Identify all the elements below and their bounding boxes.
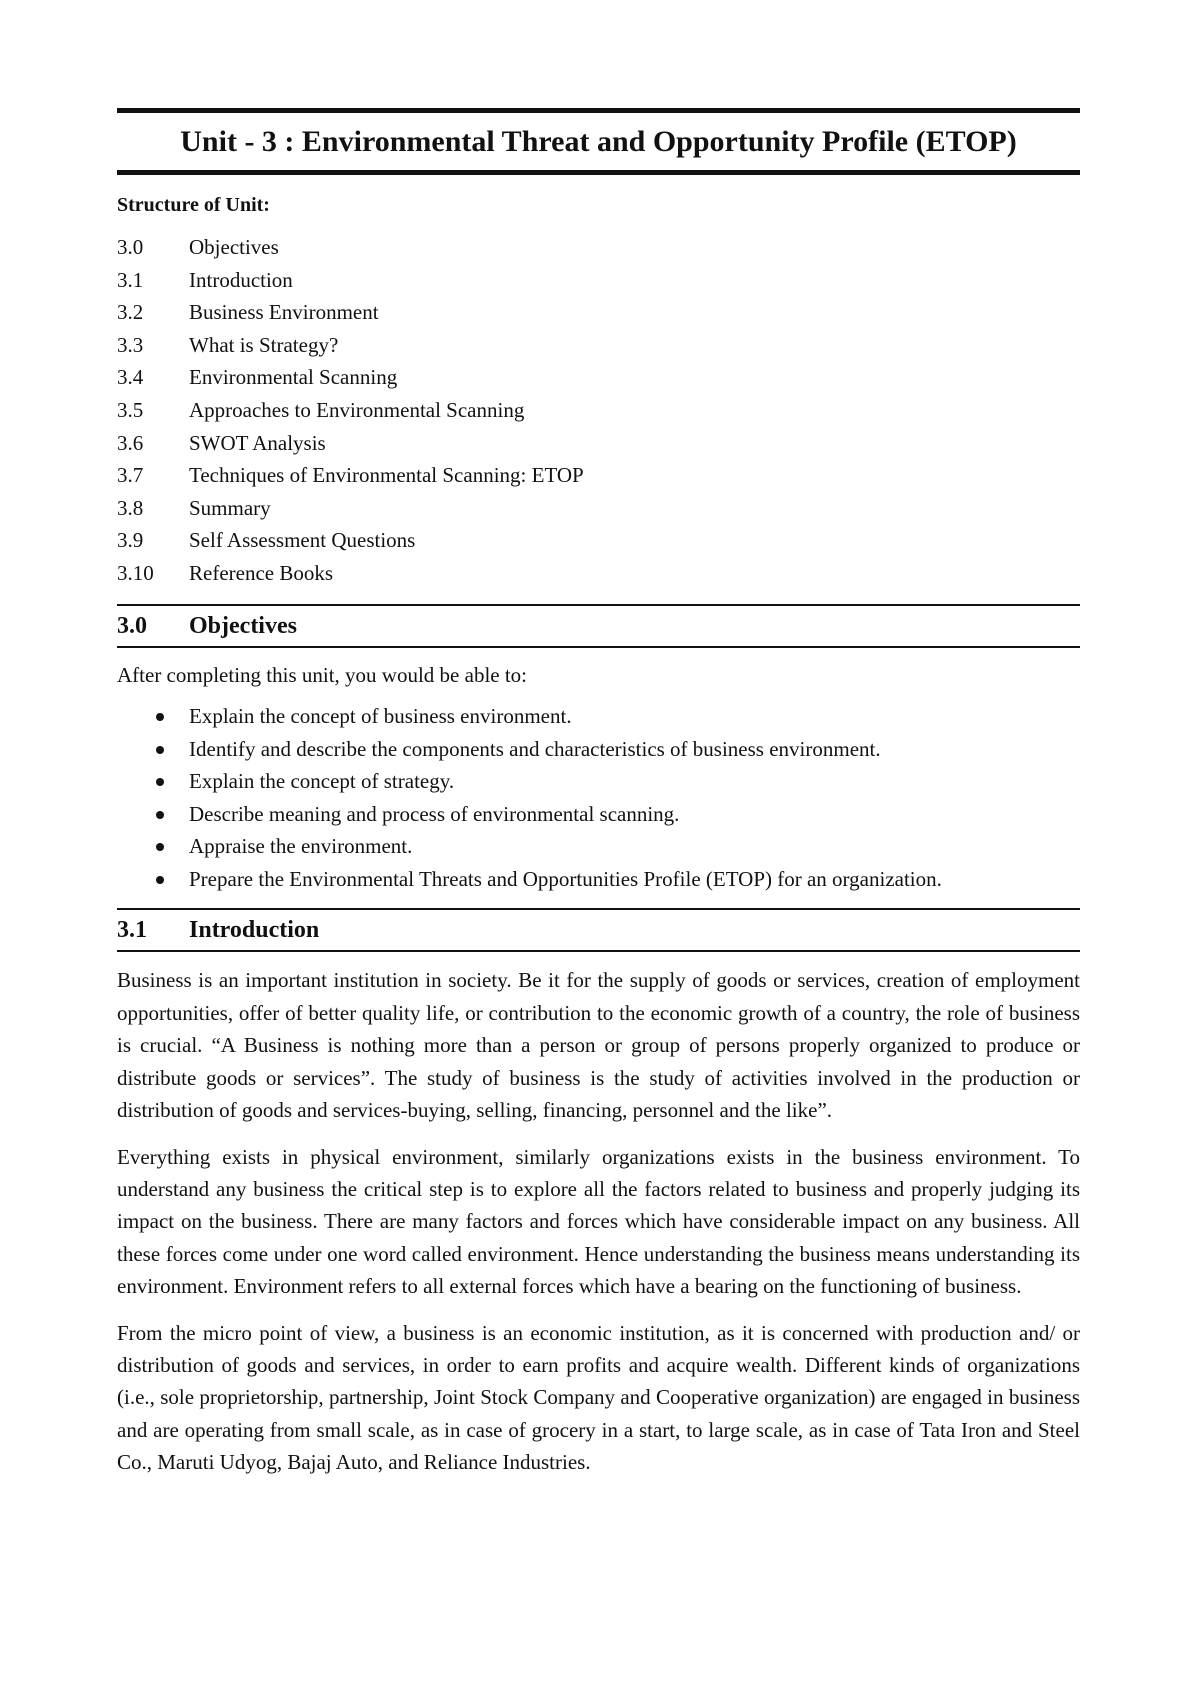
bullet-icon — [117, 700, 189, 733]
toc-item-label: What is Strategy? — [189, 332, 339, 357]
bullet-icon — [117, 765, 189, 798]
toc-item-label: Business Environment — [189, 300, 379, 325]
objectives-lead: After completing this unit, you would be able to: — [117, 662, 528, 687]
objective-item — [117, 798, 1080, 831]
section-heading-objectives — [117, 604, 1080, 648]
objective-text: Prepare the Environmental Threats and Opportunities Profile (ETOP) for an organization. — [189, 866, 942, 891]
toc-item — [117, 296, 1080, 329]
toc-item-label: Environmental Scanning — [189, 365, 398, 390]
section-title: Introduction — [189, 917, 320, 944]
toc-item — [117, 329, 1080, 362]
objective-text: Identify and describe the components and characteristics of business environment. — [189, 736, 881, 761]
toc-item — [117, 459, 1080, 492]
structure-heading: Structure of Unit: — [117, 194, 270, 216]
document-page — [117, 108, 1080, 1479]
toc-item-label: Approaches to Environmental Scanning — [189, 397, 525, 422]
objective-text: Describe meaning and process of environmental scanning. — [189, 801, 680, 826]
toc-item-number: 3.10 — [117, 560, 154, 585]
objective-item — [117, 863, 1080, 896]
toc-item-number: 3.9 — [117, 528, 144, 553]
toc-item-label: Self Assessment Questions — [189, 528, 416, 553]
toc-item-number: 3.8 — [117, 495, 144, 520]
unit-title: Unit - 3 : Environmental Threat and Opportunity Profile (ETOP) — [180, 125, 1017, 158]
bullet-icon — [117, 798, 189, 831]
toc-item-label: Reference Books — [189, 560, 334, 585]
toc-item-number: 3.3 — [117, 332, 144, 357]
toc-item-number: 3.2 — [117, 300, 144, 325]
toc-item-number: 3.6 — [117, 430, 144, 455]
toc-item-number: 3.7 — [117, 463, 144, 488]
toc-item — [117, 524, 1080, 557]
objective-text: Explain the concept of strategy. — [189, 769, 455, 794]
objective-item — [117, 700, 1080, 733]
objective-text: Appraise the environment. — [189, 834, 413, 859]
section-heading-introduction — [117, 908, 1080, 952]
title-bottom-rule — [117, 170, 1080, 175]
toc-item-label: Techniques of Environmental Scanning: ETOP — [189, 463, 584, 488]
toc-item — [117, 427, 1080, 460]
intro-paragraph: Business is an important institution in society. Be it for the supply of goods or services, creation of employment opportunities, offer of better quality life, or contribution to the economic growth of a country, the role of business is crucial. “A Business is nothing more than a person or group of persons properly organized to produce or distribute goods or services”. The study of business is the study of activities involved in the production or distribution of goods and services-buying, selling, financing, personnel and the like”. — [117, 968, 1080, 1123]
toc-item-number: 3.5 — [117, 397, 144, 422]
intro-paragraph: From the micro point of view, a business is an economic institution, as it is concerned with production and/ or distribution of goods and services, in order to earn profits and acquire wealth. Different kinds of organizations (i.e., sole proprietorship, partnership, Joint Stock Company and Cooperative organization) are engaged in business and are operating from small scale, as in case of grocery in a start, to large scale, as in case of Tata Iron and Steel Co., Maruti Udyog, Bajaj Auto, and Reliance Industries. — [117, 1320, 1080, 1475]
section-number: 3.1 — [117, 917, 147, 944]
objectives-list — [117, 700, 1080, 896]
toc-item-label: Summary — [189, 495, 271, 520]
toc-item — [117, 231, 1080, 264]
bullet-icon — [117, 733, 189, 766]
toc-item-label: Introduction — [189, 267, 293, 292]
toc-item-number: 3.1 — [117, 267, 144, 292]
toc-item — [117, 394, 1080, 427]
toc-item — [117, 361, 1080, 394]
toc-item — [117, 492, 1080, 525]
objective-item — [117, 830, 1080, 863]
toc-item — [117, 264, 1080, 297]
objective-item — [117, 733, 1080, 766]
bullet-icon — [117, 863, 189, 896]
unit-structure-list — [117, 231, 1080, 590]
section-title: Objectives — [189, 612, 297, 639]
section-number: 3.0 — [117, 612, 147, 639]
toc-item — [117, 557, 1080, 590]
intro-paragraph: Everything exists in physical environment, similarly organizations exists in the business environment. To understand any business the critical step is to explore all the factors related to business and properly judging its impact on the business. There are many factors and forces which have considerable impact on any business. All these forces come under one word called environment. Hence understanding the business means understanding its environment. Environment refers to all external forces which have a bearing on the functioning of business. — [117, 1144, 1080, 1299]
toc-item-number: 3.0 — [117, 235, 144, 259]
toc-item-label: SWOT Analysis — [189, 430, 326, 455]
bullet-icon — [117, 830, 189, 863]
toc-item-number: 3.4 — [117, 365, 144, 390]
objective-text: Explain the concept of business environment. — [189, 703, 572, 728]
objective-item — [117, 765, 1080, 798]
toc-item-label: Objectives — [189, 235, 279, 259]
